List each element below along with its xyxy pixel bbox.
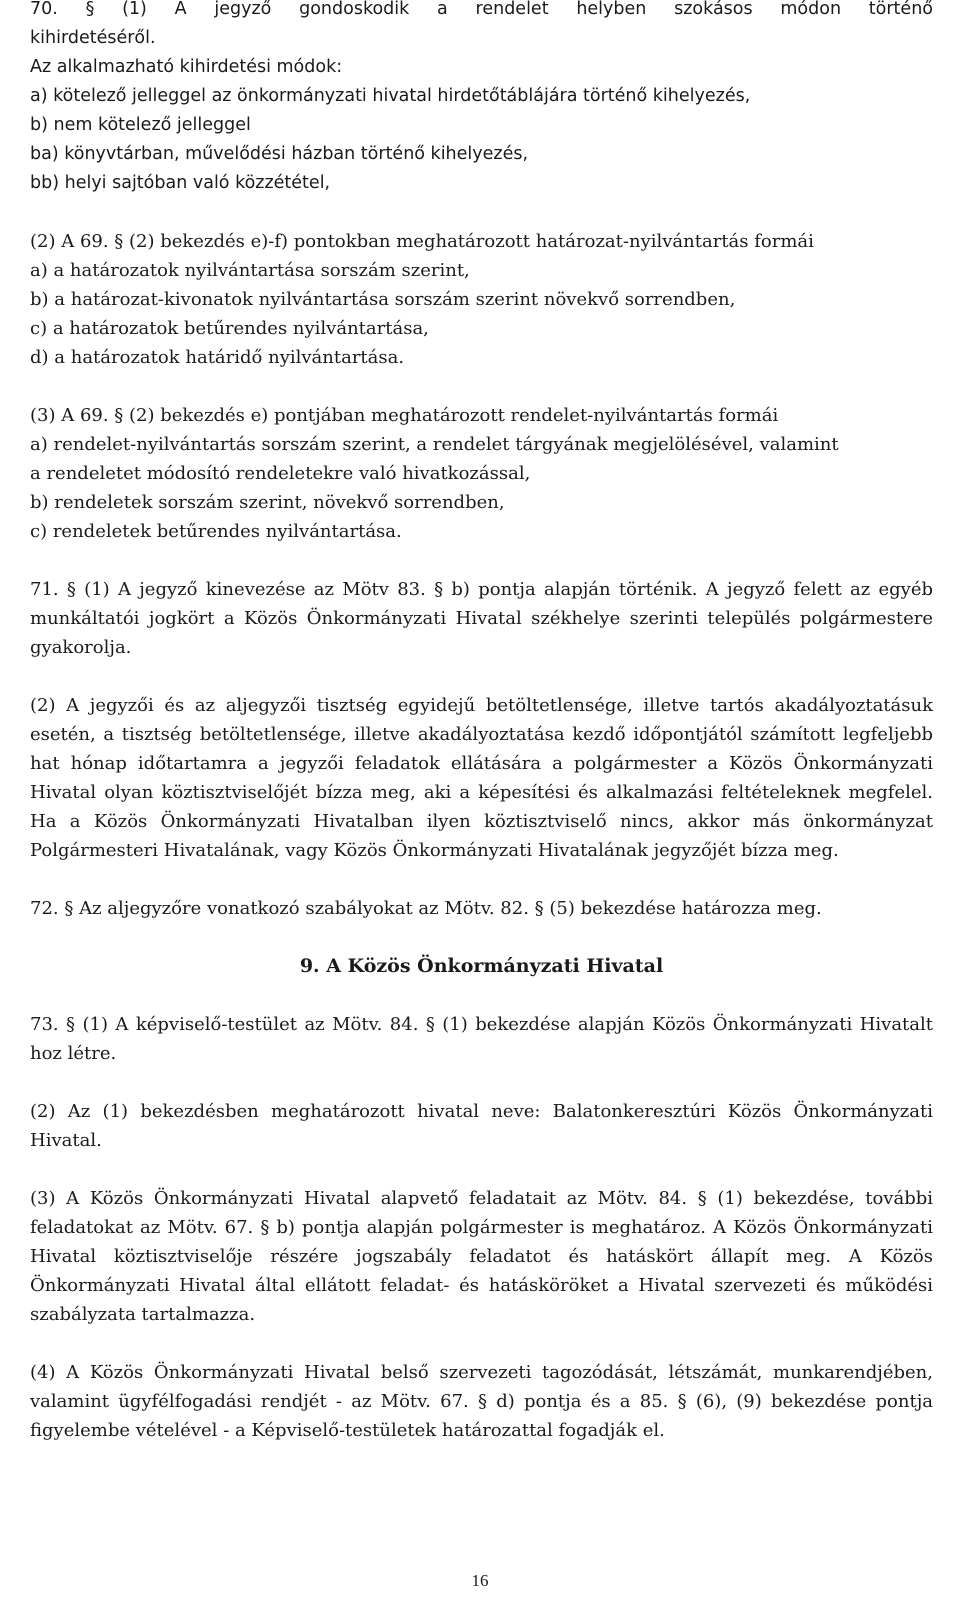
section-70-list-line-4: ba) könyvtárban, művelődési házban történő kihelyezés, (30, 144, 529, 164)
section-70-list-line-1: Az alkalmazható kihirdetési módok: (30, 57, 343, 77)
section-73-paragraph-4: (4) A Közös Önkormányzati Hivatal belső szervezeti tagozódását, létszámát, munkarendjében, valamint ügyfélfogadási rendjét - az Mötv. 67. § d) pontja és a 85. § (6), (9) bekezdése pontja figyelembe vételével - a Képviselő-testületek határozattal fogadják el. (30, 1362, 933, 1441)
section-70-p2-line-3: b) a határozat-kivonatok nyilvántartása sorszám szerint növekvő sorrendben, (30, 289, 736, 310)
document-body (30, 0, 933, 1445)
section-70-p3-line-2: a) rendelet-nyilvántartás sorszám szerint, a rendelet tárgyának megjelölésével, valamint (30, 434, 839, 455)
section-73-paragraph-2: (2) Az (1) bekezdésben meghatározott hivatal neve: Balatonkeresztúri Közös Önkormányzati Hivatal. (30, 1101, 933, 1151)
section-70-p2-line-1: (2) A 69. § (2) bekezdés e)-f) pontokban meghatározott határozat-nyilvántartás formái (30, 231, 814, 252)
section-70-p2-line-4: c) a határozatok betűrendes nyilvántartása, (30, 318, 429, 339)
section-70-p3-line-4: b) rendeletek sorszám szerint, növekvő sorrendben, (30, 492, 505, 513)
section-70-p2-line-5: d) a határozatok határidő nyilvántartása. (30, 347, 405, 368)
section-70-list-line-2: a) kötelező jelleggel az önkormányzati hivatal hirdetőtáblájára történő kihelyezés, (30, 86, 751, 106)
section-72-paragraph: 72. § Az aljegyzőre vonatkozó szabályokat az Mötv. 82. § (5) bekezdése határozza meg. (30, 898, 822, 919)
section-71-paragraph-1: 71. § (1) A jegyző kinevezése az Mötv 83. § b) pontja alapján történik. A jegyző felett az egyéb munkáltatói jogkört a Közös Önkormányzati Hivatal székhelye szerinti település polgármestere gyakorolja. (30, 579, 933, 658)
section-70-p2-line-2: a) a határozatok nyilvántartása sorszám szerint, (30, 260, 470, 281)
section-73-paragraph-1: 73. § (1) A képviselő-testület az Mötv. 84. § (1) bekezdése alapján Közös Önkormányzati Hivatalt hoz létre. (30, 1014, 933, 1064)
section-70-paragraph-1 (30, 0, 933, 198)
section-70-list-line-5: bb) helyi sajtóban való közzététel, (30, 173, 331, 193)
section-70-p1-line-2: kihirdetéséről. (30, 28, 156, 48)
section-70-paragraph-3 (30, 401, 933, 546)
section-70-p3-line-1: (3) A 69. § (2) bekezdés e) pontjában meghatározott rendelet-nyilvántartás formái (30, 405, 779, 426)
chapter-9-heading: 9. A Közös Önkormányzati Hivatal (299, 955, 664, 977)
section-70-list-line-3: b) nem kötelező jelleggel (30, 115, 251, 135)
section-70-p3-line-3: a rendeletet módosító rendeletekre való hivatkozással, (30, 463, 531, 484)
page-number: 16 (471, 1571, 489, 1590)
section-70-paragraph-2 (30, 227, 933, 372)
section-73-paragraph-3: (3) A Közös Önkormányzati Hivatal alapvető feladatait az Mötv. 84. § (1) bekezdése, további feladatokat az Mötv. 67. § b) pontja alapján polgármester is meghatároz. A Közös Önkormányzati Hivatal köztisztviselője részére jogszabály feladatot és hatáskört állapít meg. A Közös Önkormányzati Hivatal által ellátott feladat- és hatásköröket a Hivatal szervezeti és működési szabályzata tartalmazza. (30, 1188, 933, 1325)
section-71-paragraph-2: (2) A jegyzői és az aljegyzői tisztség egyidejű betöltetlensége, illetve tartós akadályoztatásuk esetén, a tisztség betöltetlensége, illetve akadályoztatása kezdő időpontjától számított legfeljebb hat hónap időtartamra a jegyzői feladatok ellátására a polgármester a Közös Önkormányzati Hivatal olyan köztisztviselőjét bízza meg, aki a képesítési és alkalmazási feltételeknek megfelel. Ha a Közös Önkormányzati Hivatalban ilyen köztisztviselő nincs, akkor más önkormányzat Polgármesteri Hivatalának, vagy Közös Önkormányzati Hivatalának jegyzőjét bízza meg. (30, 695, 933, 861)
section-70-p1-line-1: 70. § (1) A jegyző gondoskodik a rendelet helyben szokásos módon történő (30, 0, 933, 19)
section-70-p3-line-5: c) rendeletek betűrendes nyilvántartása. (30, 521, 402, 542)
